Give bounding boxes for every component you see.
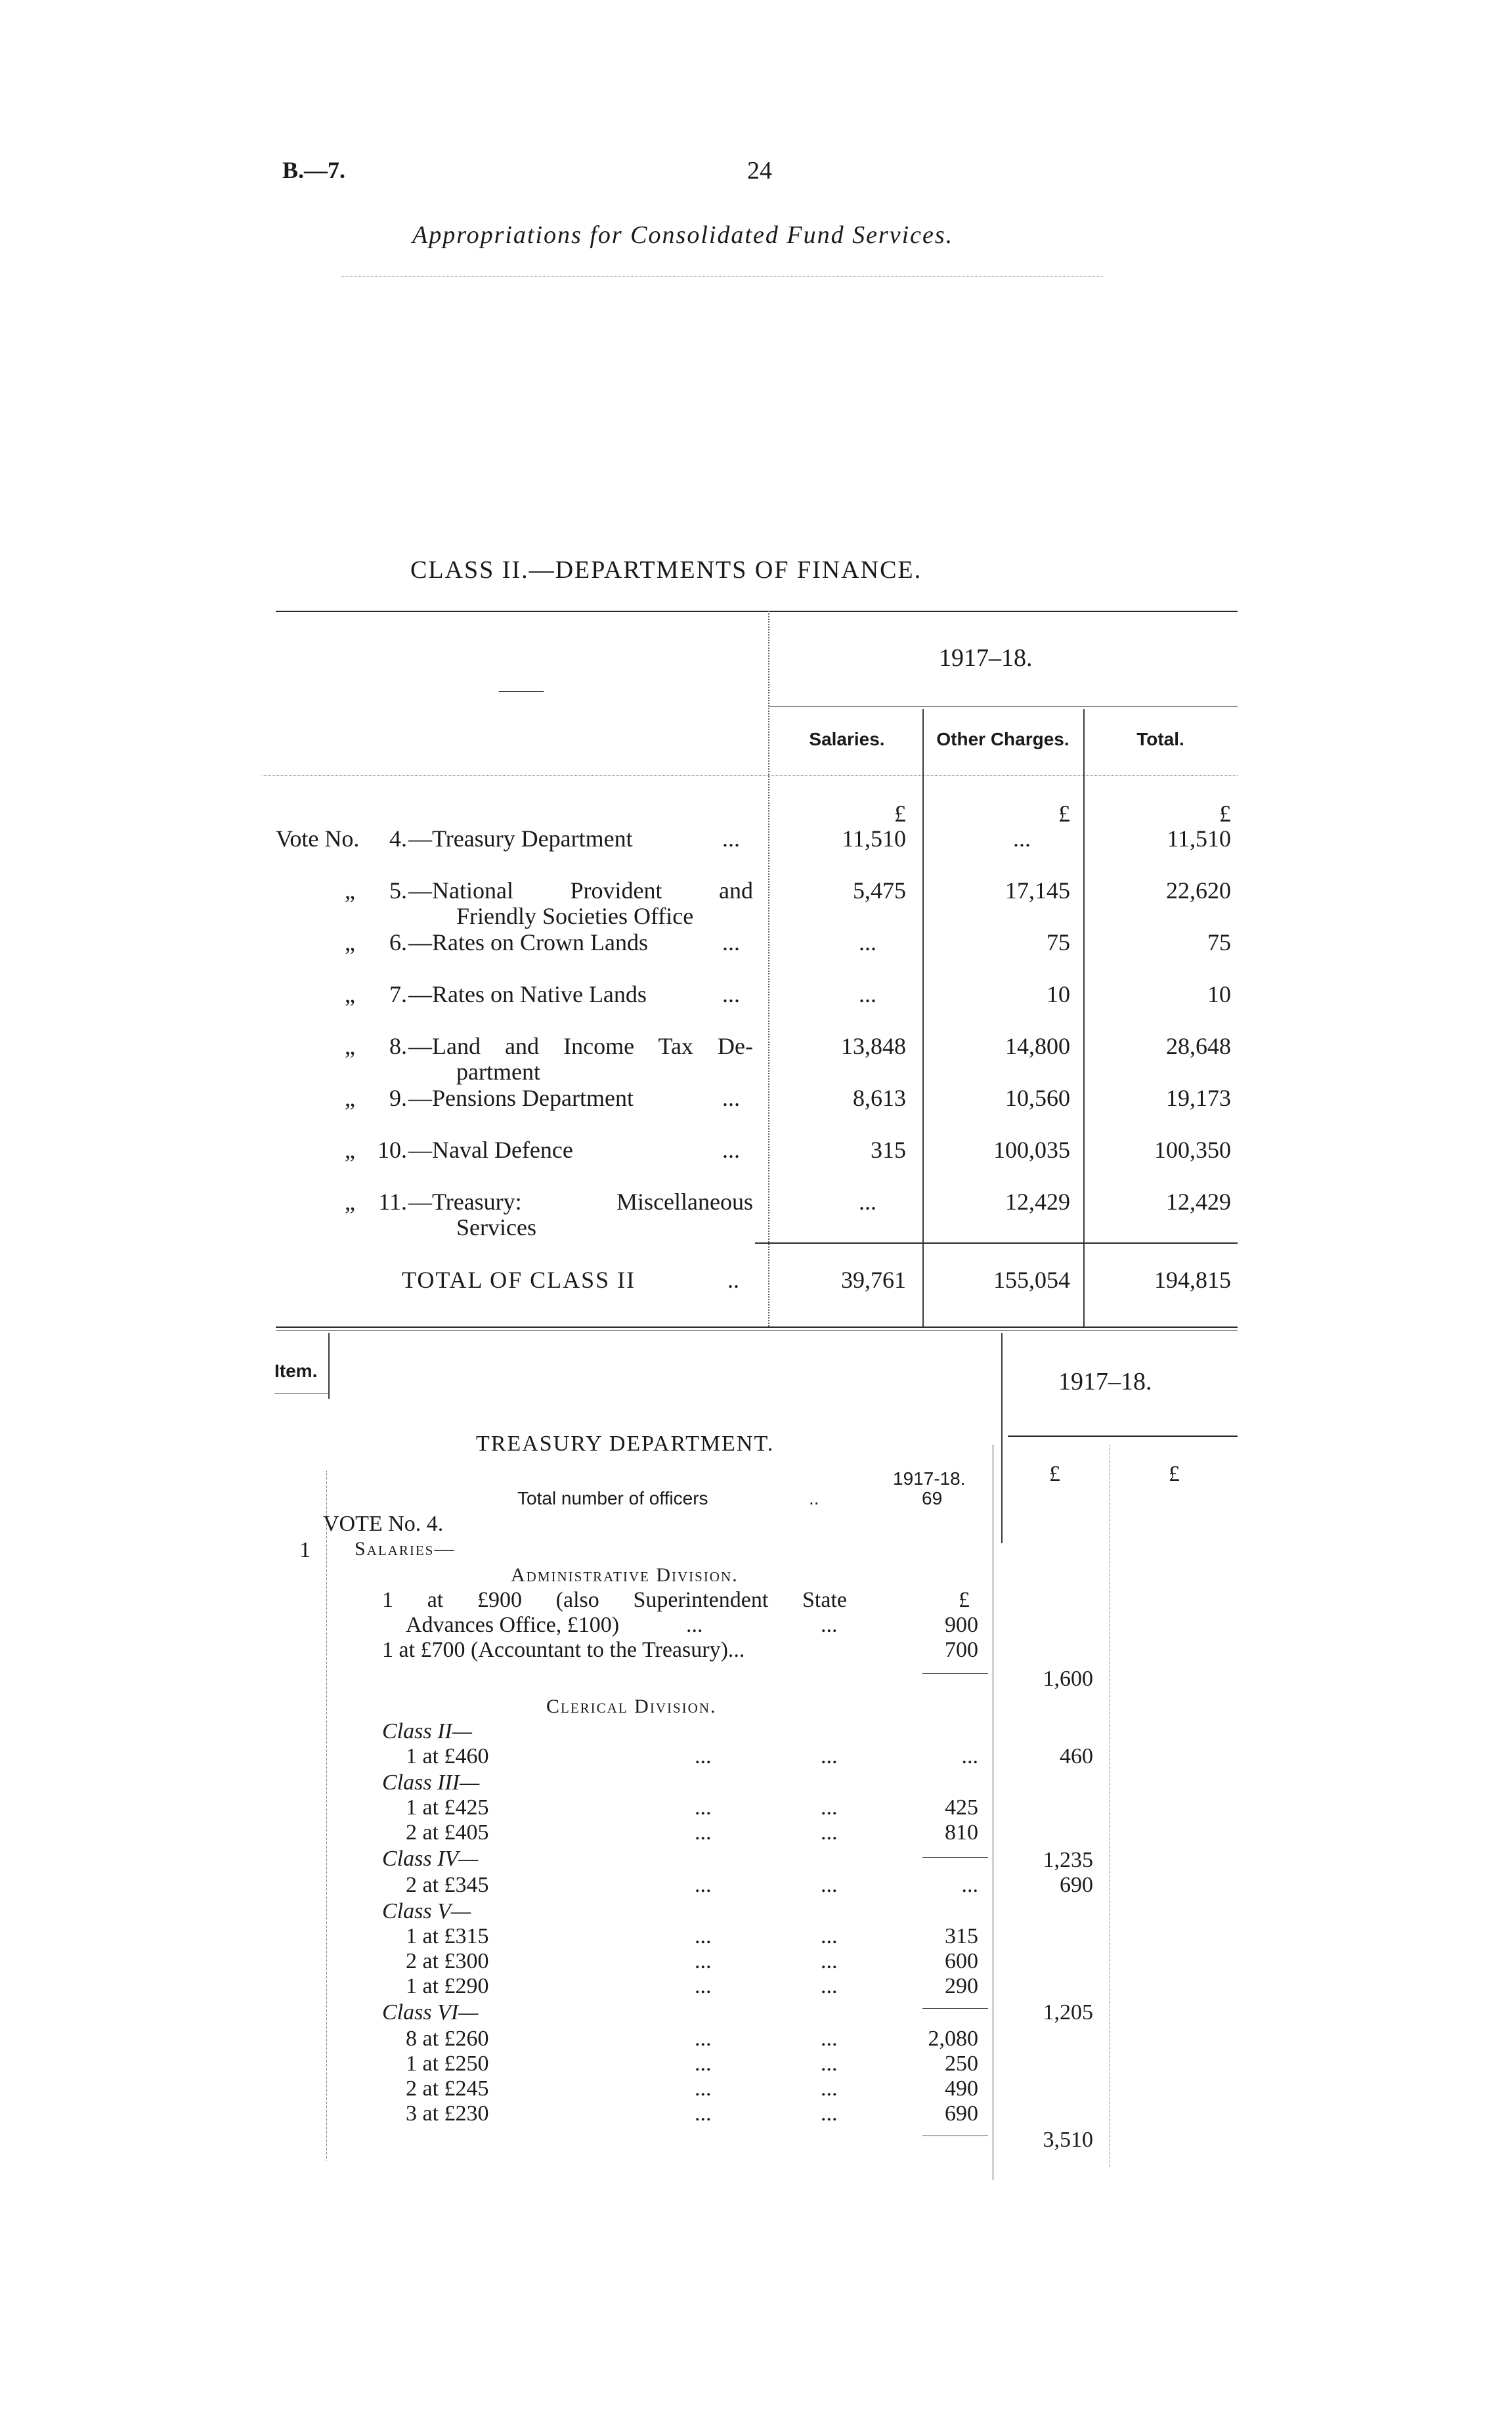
page-title: Appropriations for Consolidated Fund Services. bbox=[412, 221, 954, 249]
salaries-cell: 8,613 bbox=[853, 1085, 906, 1111]
salary-line: 3 at £230 bbox=[406, 2101, 489, 2126]
vote-name-continued: Friendly Societies Office bbox=[456, 903, 694, 929]
vote-number: 5. bbox=[389, 877, 407, 904]
salary-line-amount: 810 bbox=[945, 1820, 978, 1845]
vote-name: —Naval Defence bbox=[408, 1137, 573, 1163]
salary-line-amount: ... bbox=[961, 1744, 978, 1768]
admin-division-heading: Administrative Division. bbox=[511, 1564, 739, 1586]
salary-line-dots: ... bbox=[695, 1795, 712, 1820]
total-salaries: 39,761 bbox=[841, 1267, 906, 1293]
salary-line-amount: 600 bbox=[945, 1949, 978, 1973]
salary-line-dots: ... bbox=[695, 1949, 712, 1973]
salaries-cell: ... bbox=[859, 981, 876, 1007]
salary-line-dots-2: ... bbox=[821, 2101, 838, 2126]
salary-line-dots-2: ... bbox=[821, 2076, 838, 2101]
vote-dots: ... bbox=[722, 929, 740, 955]
pound-column-1: £ bbox=[1049, 1462, 1060, 1486]
document-reference: B.—7. bbox=[282, 157, 346, 183]
vote-number: 7. bbox=[389, 981, 407, 1007]
salary-line-dots-2: ... bbox=[821, 1924, 838, 1948]
admin-line-2-dots-2: ... bbox=[821, 1613, 838, 1637]
vote-prefix: „ bbox=[345, 929, 355, 955]
item-column-header: Item. bbox=[274, 1361, 318, 1381]
vote-number: 8. bbox=[389, 1033, 407, 1059]
vote-number: 10. bbox=[378, 1137, 407, 1163]
total-label: TOTAL OF CLASS II bbox=[402, 1267, 636, 1293]
vote-label: VOTE No. 4. bbox=[323, 1512, 444, 1536]
other-charges-cell: 12,429 bbox=[1005, 1189, 1070, 1215]
currency-total: £ bbox=[1219, 800, 1231, 827]
other-charges-cell: 75 bbox=[1047, 929, 1070, 955]
class-iii-subtotal: 1,235 bbox=[1043, 1848, 1093, 1872]
admin-line-2: Advances Office, £100) bbox=[406, 1613, 620, 1637]
salaries-cell: 315 bbox=[871, 1137, 906, 1163]
class-iii-label: Class III— bbox=[382, 1770, 480, 1795]
vote-name-continued: Services bbox=[456, 1214, 536, 1240]
salary-line-dots: ... bbox=[695, 2051, 712, 2076]
salary-line-dots-2: ... bbox=[821, 1873, 838, 1897]
stub-header-dash: —— bbox=[499, 678, 544, 702]
vote-number: 6. bbox=[389, 929, 407, 955]
item-column-rule-lower bbox=[326, 1471, 327, 2160]
salary-line: 1 at £425 bbox=[406, 1795, 489, 1820]
admin-subtotal: 1,600 bbox=[1043, 1667, 1093, 1691]
vote-name-continued: partment bbox=[456, 1059, 540, 1085]
officers-year: 1917-18. bbox=[893, 1468, 966, 1489]
officers-label: Total number of officers bbox=[517, 1488, 708, 1508]
salary-line-dots: ... bbox=[695, 1974, 712, 1998]
vote-dots: ... bbox=[722, 981, 740, 1007]
class-ii-label: Class II— bbox=[382, 1719, 472, 1743]
salary-line: 2 at £245 bbox=[406, 2076, 489, 2101]
salary-line-amount: 315 bbox=[945, 1924, 978, 1948]
salary-line-amount: 490 bbox=[945, 2076, 978, 2101]
clerical-division-heading: Clerical Division. bbox=[546, 1696, 717, 1717]
class-v-subtotal: 1,205 bbox=[1043, 2000, 1093, 2025]
total-cell: 28,648 bbox=[1166, 1033, 1231, 1059]
other-charges-cell: 17,145 bbox=[1005, 877, 1070, 904]
salary-line-dots-2: ... bbox=[821, 1744, 838, 1768]
other-charges-cell: 100,035 bbox=[993, 1137, 1070, 1163]
salary-line-dots-2: ... bbox=[821, 1820, 838, 1845]
admin-line-1: 1 at £900 (also Superintendent State bbox=[382, 1588, 847, 1612]
class-vi-label: Class VI— bbox=[382, 2000, 479, 2025]
officers-dots: .. bbox=[809, 1488, 819, 1508]
salary-line-dots-2: ... bbox=[821, 1974, 838, 1998]
class-iv-label: Class IV— bbox=[382, 1847, 479, 1871]
year-rule bbox=[768, 706, 1238, 707]
table-bottom-rule-2 bbox=[276, 1330, 1238, 1331]
vote-number: 4. bbox=[389, 825, 407, 852]
class-iii-subtotal-rule bbox=[922, 1857, 988, 1858]
table-bottom-rule bbox=[276, 1327, 1238, 1328]
item-number: 1 bbox=[299, 1538, 311, 1562]
class-v-label: Class V— bbox=[382, 1899, 471, 1923]
treasury-year-rule bbox=[1008, 1436, 1238, 1437]
salary-line-dots-2: ... bbox=[821, 1949, 838, 1973]
header-rule bbox=[263, 775, 1238, 776]
vote-prefix: „ bbox=[345, 1189, 355, 1215]
total-cell: 22,620 bbox=[1166, 877, 1231, 904]
currency-salaries: £ bbox=[894, 800, 906, 827]
salary-line-amount: 2,080 bbox=[928, 2027, 978, 2051]
salaries-cell: 5,475 bbox=[853, 877, 906, 904]
total-total: 194,815 bbox=[1154, 1267, 1231, 1293]
vote-name: —Pensions Department bbox=[408, 1085, 634, 1111]
col-header-salaries: Salaries. bbox=[809, 729, 885, 749]
vote-name: —Land and Income Tax De- bbox=[408, 1033, 753, 1059]
salaries-heading: Salaries— bbox=[355, 1538, 456, 1560]
salary-line-dots: ... bbox=[695, 2076, 712, 2101]
currency-other: £ bbox=[1058, 800, 1070, 827]
pound-column-2: £ bbox=[1169, 1462, 1180, 1486]
salary-line-dots: ... bbox=[695, 1820, 712, 1845]
item-header-rule bbox=[274, 1393, 328, 1394]
salary-line: 2 at £405 bbox=[406, 1820, 489, 1845]
salary-line: 1 at £315 bbox=[406, 1924, 489, 1948]
salary-line: 1 at £250 bbox=[406, 2051, 489, 2076]
vote-dots: ... bbox=[722, 1137, 740, 1163]
vote-prefix: „ bbox=[345, 981, 355, 1007]
vote-name: —Treasury Department bbox=[408, 825, 633, 852]
other-charges-cell: 14,800 bbox=[1005, 1033, 1070, 1059]
vote-name: —Treasury: Miscellaneous bbox=[408, 1189, 753, 1215]
salaries-cell: ... bbox=[859, 1189, 876, 1215]
col-header-total: Total. bbox=[1136, 729, 1184, 749]
salary-line-amount: 425 bbox=[945, 1795, 978, 1820]
officers-count: 69 bbox=[922, 1488, 943, 1508]
total-dots: .. bbox=[727, 1267, 739, 1293]
salary-line-dots: ... bbox=[695, 1924, 712, 1948]
total-other-charges: 155,054 bbox=[993, 1267, 1070, 1293]
other-charges-cell: ... bbox=[1013, 825, 1031, 852]
salary-line-dots-2: ... bbox=[821, 2051, 838, 2076]
salary-line-dots: ... bbox=[695, 1873, 712, 1897]
vote-dots: ... bbox=[722, 825, 740, 852]
vote-dots: ... bbox=[722, 1085, 740, 1111]
class-vi-subtotal: 3,510 bbox=[1043, 2128, 1093, 2152]
vote-number: 11. bbox=[378, 1189, 407, 1215]
page-number: 24 bbox=[747, 157, 772, 185]
total-cell: 100,350 bbox=[1154, 1137, 1231, 1163]
vote-prefix: Vote No. bbox=[276, 825, 360, 852]
total-rule bbox=[755, 1242, 1238, 1244]
admin-pound-sign: £ bbox=[959, 1588, 970, 1612]
salary-line: 2 at £345 bbox=[406, 1873, 489, 1897]
salary-line-amount: 250 bbox=[945, 2051, 978, 2076]
total-cell: 12,429 bbox=[1166, 1189, 1231, 1215]
class-year-header: 1917–18. bbox=[939, 644, 1033, 672]
vote-prefix: „ bbox=[345, 1085, 355, 1111]
class-iv-subtotal: 690 bbox=[1060, 1873, 1093, 1897]
salary-line-dots-2: ... bbox=[821, 2027, 838, 2051]
salaries-cell: 13,848 bbox=[841, 1033, 906, 1059]
other-charges-cell: 10 bbox=[1047, 981, 1070, 1007]
total-cell: 11,510 bbox=[1167, 825, 1231, 852]
salary-line: 2 at £300 bbox=[406, 1949, 489, 1973]
vote-name: —Rates on Crown Lands bbox=[408, 929, 648, 955]
vote-prefix: „ bbox=[345, 1033, 355, 1059]
salaries-cell: ... bbox=[859, 929, 876, 955]
vote-number: 9. bbox=[389, 1085, 407, 1111]
total-cell: 19,173 bbox=[1166, 1085, 1231, 1111]
total-cell: 10 bbox=[1207, 981, 1231, 1007]
item-column-rule bbox=[328, 1333, 330, 1399]
admin-line-3-amount: 700 bbox=[945, 1638, 978, 1662]
class-ii-subtotal: 460 bbox=[1060, 1744, 1093, 1768]
col-header-other: Other Charges. bbox=[936, 729, 1069, 749]
salary-line-amount: 690 bbox=[945, 2101, 978, 2126]
admin-line-3: 1 at £700 (Accountant to the Treasury)... bbox=[382, 1638, 745, 1662]
salary-line-dots: ... bbox=[695, 1744, 712, 1768]
admin-subtotal-rule bbox=[922, 1673, 988, 1674]
salaries-cell: 11,510 bbox=[842, 825, 906, 852]
vote-name: —National Provident and bbox=[408, 877, 753, 904]
table-top-rule bbox=[276, 611, 1238, 612]
class-heading: CLASS II.—DEPARTMENTS OF FINANCE. bbox=[410, 556, 922, 584]
admin-line-2-amount: 900 bbox=[945, 1613, 978, 1637]
vote-prefix: „ bbox=[345, 877, 355, 904]
salary-line-dots-2: ... bbox=[821, 1795, 838, 1820]
salary-line: 8 at £260 bbox=[406, 2027, 489, 2051]
stub-column-rule bbox=[768, 611, 769, 1327]
vote-name: —Rates on Native Lands bbox=[408, 981, 647, 1007]
department-title: TREASURY DEPARTMENT. bbox=[476, 1432, 775, 1456]
salary-line: 1 at £290 bbox=[406, 1974, 489, 1998]
total-cell: 75 bbox=[1207, 929, 1231, 955]
vote-prefix: „ bbox=[345, 1137, 355, 1163]
year-column-rule bbox=[1001, 1333, 1003, 1543]
treasury-year-header: 1917–18. bbox=[1058, 1368, 1152, 1395]
admin-line-2-dots: ... bbox=[686, 1613, 703, 1637]
class-v-subtotal-rule bbox=[922, 2008, 988, 2009]
salary-line-amount: ... bbox=[961, 1873, 978, 1897]
salary-line-amount: 290 bbox=[945, 1974, 978, 1998]
other-charges-cell: 10,560 bbox=[1005, 1085, 1070, 1111]
salary-line: 1 at £460 bbox=[406, 1744, 489, 1768]
salary-line-dots: ... bbox=[695, 2101, 712, 2126]
salary-line-dots: ... bbox=[695, 2027, 712, 2051]
